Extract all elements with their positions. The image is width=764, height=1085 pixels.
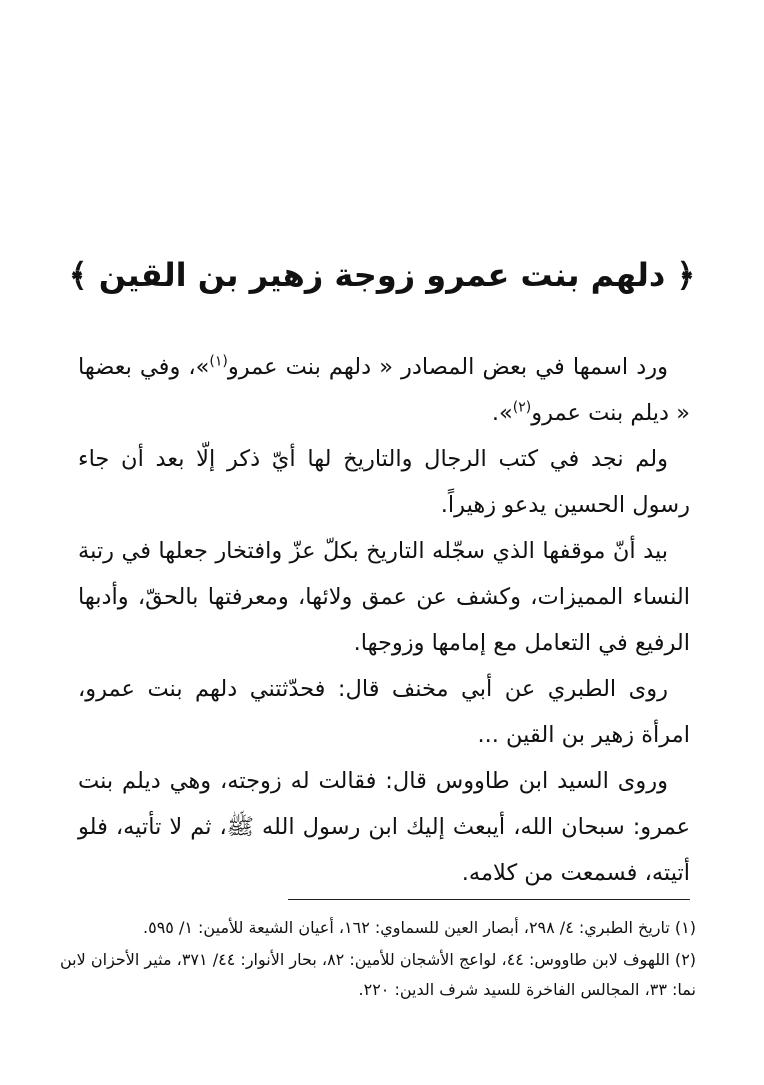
paragraph-3: بيد أنّ موقفها الذي سجّله التاريخ بكلّ عزّ وافتخار جعلها في رتبة النساء المميزات، وكشف عن عمق ولائها، ومعرفتها بالحقّ، وأدبها الرفيع في التعامل مع إمامها وزوجها. xyxy=(78,538,690,656)
body-text xyxy=(78,344,690,896)
paragraph-1-text-middle: »، وفي بعضها « ديلم بنت عمرو xyxy=(78,354,690,426)
footnote-ref-1: (١) xyxy=(209,353,228,370)
footnote-2: (٢) اللهوف لابن طاووس: ٤٤، لواعج الأشجان للأمين: ٨٢، بحار الأنوار: ٤٤/ ٣٧١، مثير الأحزان لابن نما: ٣٣، المجالس الفاخرة للسيد شرف الدين: ٢٢٠. xyxy=(60,950,697,999)
footnote-1: (١) تاريخ الطبري: ٤/ ٢٩٨، أبصار العين للسماوي: ١٦٢، أعيان الشيعة للأمين: ١/ ٥٩٥. xyxy=(143,918,696,937)
paragraph-1 xyxy=(78,344,690,436)
paragraph-1-text-end: ». xyxy=(491,400,513,426)
footnote-separator xyxy=(288,899,690,900)
chapter-title: ﴿ دلهم بنت عمرو زوجة زهير بن القين ﴾ xyxy=(68,256,696,294)
footnote-ref-2: (٢) xyxy=(512,399,532,416)
paragraph-1-text-start: ورد اسمها في بعض المصادر « دلهم بنت عمرو xyxy=(227,354,668,380)
paragraph-4: روى الطبري عن أبي مخنف قال: فحدّثتني دلهم بنت عمرو، امرأة زهير بن القين ... xyxy=(78,676,690,748)
footnotes xyxy=(60,913,696,1007)
paragraph-2: ولم نجد في كتب الرجال والتاريخ لها أيّ ذكر إلّا بعد أن جاء رسول الحسين يدعو زهيراً. xyxy=(78,446,690,518)
paragraph-5: وروى السيد ابن طاووس قال: فقالت له زوجته، وهي ديلم بنت عمرو: سبحان الله، أيبعث إليك ابن رسول الله ﷺ، ثم لا تأتيه، فلو أتيته، فسمعت من كلامه. xyxy=(78,768,690,886)
